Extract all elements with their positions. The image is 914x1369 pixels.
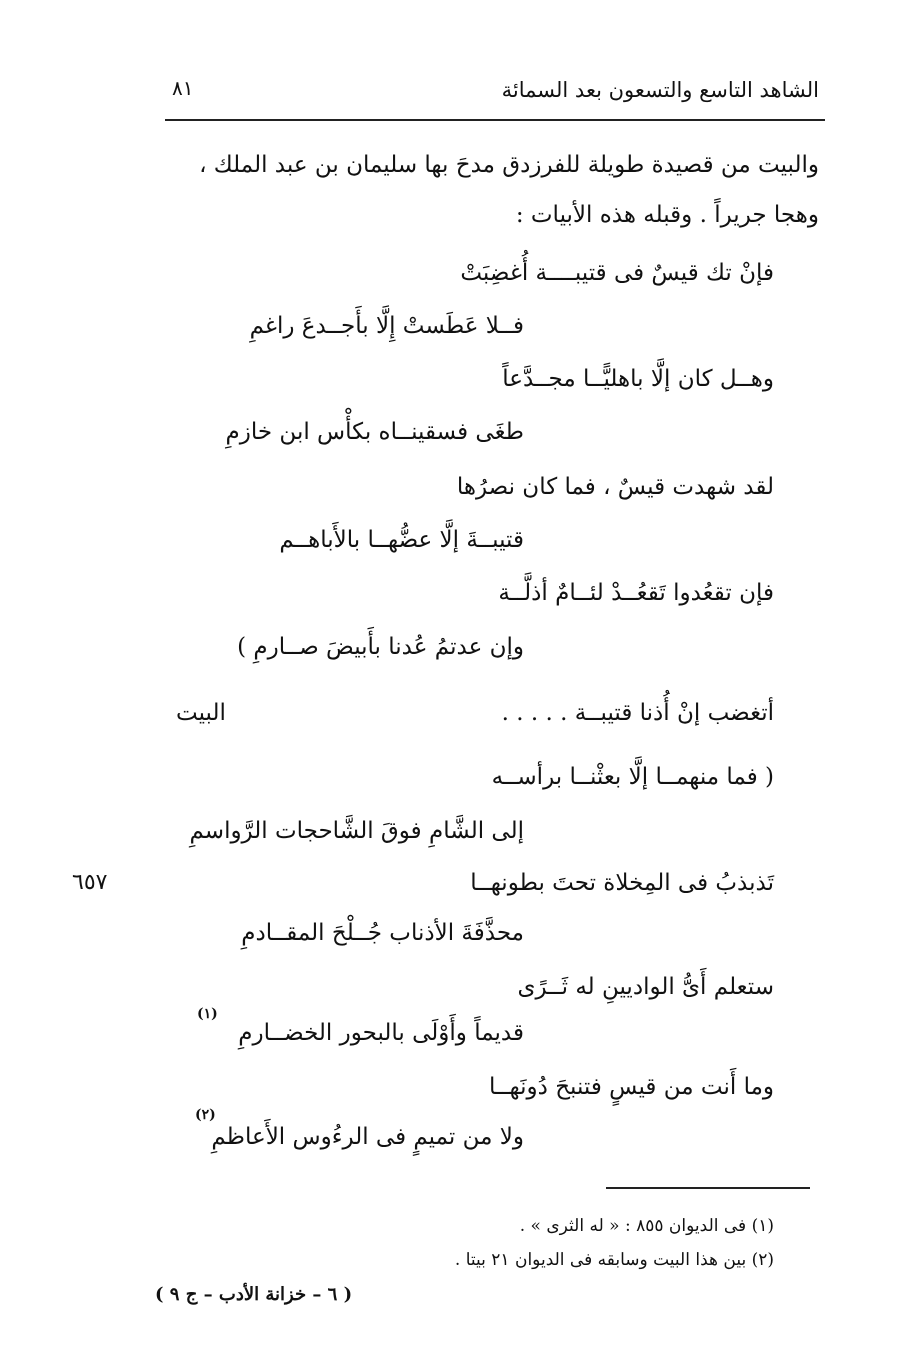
margin-number: ٦٥٧ [72,870,108,895]
verse-3-first-hemistich: لقد شهدت قيسٌ ، فما كان نصرُها [456,474,774,500]
running-header-title: الشاهد التاسع والتسعون بعد السمائة [501,78,819,102]
verse-4-second-hemistich: وإن عدتمُ عُدنا بأَبيضَ صــارمِ ) [237,634,524,660]
verse-7-second-hemistich: محذَّفَةَ الأذناب جُــلْحَ المقــادمِ [241,920,524,946]
verse-9-second-hemistich: ولا من تميمٍ فى الرءُوس الأَعاظمِ [211,1124,524,1150]
page-number: ٨١ [172,76,194,100]
verse-7-first-hemistich: تَذبذبُ فى المِخلاة تحتَ بطونهــا [470,870,774,896]
verse-6-second-hemistich: إلى الشَّامِ فوقَ الشَّاحجات الرَّواسمِ [189,818,524,844]
verse-9-first-hemistich: وما أَنت من قيسٍ فتنبحَ دُونَهــا [489,1074,774,1100]
verse-8-second-hemistich: قديماً وأَوْلَى بالبحور الخضــارمِ [238,1020,524,1046]
verse-4-first-hemistich: فإن تقعُدوا تَقعُــدْ لئــامٌ أذلَّــة [498,580,774,606]
verse-8-first-hemistich: ستعلم أَىُّ الواديينِ له ثَــرًى [517,974,774,1000]
footnote-marker-2: (٢) [195,1107,216,1123]
prose-line-2: وهجا جريراً . وقبله هذه الأبيات : [515,202,819,228]
footnote-2: (٢) بين هذا البيت وسابقه فى الديوان ٢١ بيتا . [454,1250,774,1270]
verse-5-first-hemistich: أتغضب إنْ أُذنا قتيبــة . . . . . [501,700,774,726]
verse-1-second-hemistich: فــلا عَطَستْ إِلَّا بأَجــدعَ راغمِ [249,313,524,339]
verse-2-first-hemistich: وهــل كان إلَّا باهليًّــا مجــدَّعاً [502,366,774,392]
footnote-marker-1: (١) [197,1006,218,1022]
footnote-rule [606,1187,810,1189]
verse-3-second-hemistich: قتيبــةَ إلَّا عضُّهــا بالأَباهــم [279,527,524,553]
verse-1-first-hemistich: فإنْ تك قيسٌ فى قتيبــــة أُغضِبَتْ [460,260,774,286]
signature-line: ( ٦ – خزانة الأدب – ج ٩ ) [155,1284,353,1305]
header-rule [165,119,825,121]
bayt-label: البيت [176,700,226,726]
verse-2-second-hemistich: طغَى فسقينــاه بكأْس ابن خازمِ [225,419,524,445]
footnote-1: (١) فى الديوان ٨٥٥ : « له الثرى » . [519,1216,774,1236]
prose-line-1: والبيت من قصيدة طويلة للفرزدق مدحَ بها سليمان بن عبد الملك ، [199,152,819,178]
verse-6-first-hemistich: ( فما منهمــا إلَّا بعثْنــا برأســه [491,764,774,790]
